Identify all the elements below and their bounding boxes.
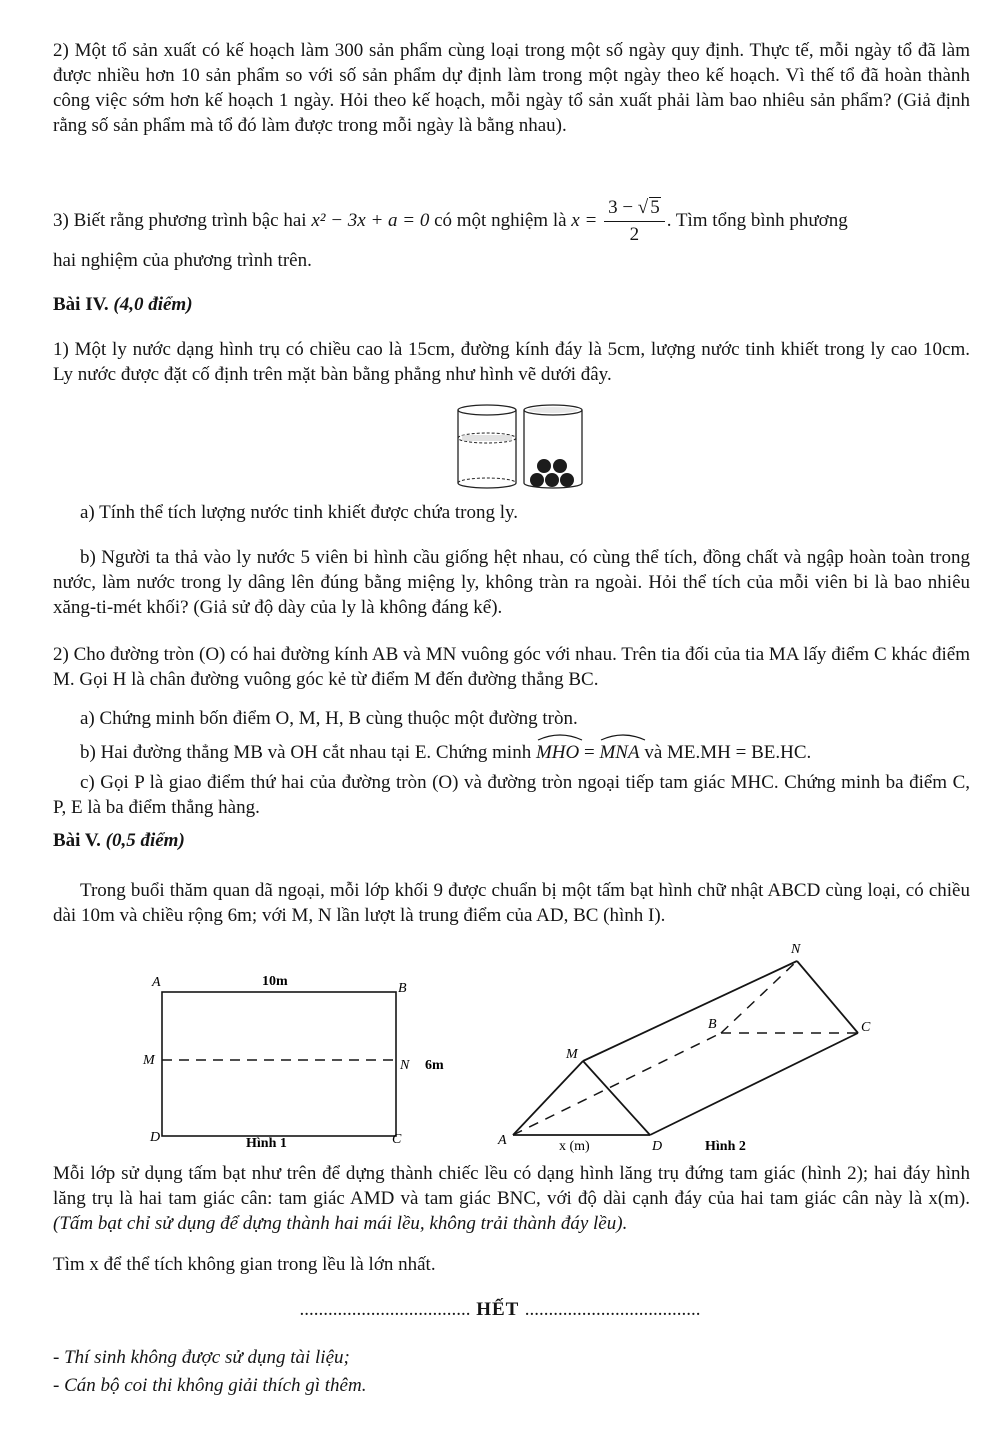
fig1-label-c: C (392, 1132, 402, 1147)
figure-2-tent (495, 935, 895, 1157)
problem-4-2: 2) Cho đường tròn (O) có hai đường kính AB và MN vuông góc với nhau. Trên tia đối của tia MA lấy điểm C khác điểm M. Gọi H là chân đường vuông góc kẻ từ điểm M đến đường thẳng BC. (53, 644, 970, 690)
fig2-label-x: x (m) (559, 1139, 590, 1154)
bai-iv-title: Bài IV. (53, 294, 109, 315)
fig1-width: 6m (425, 1058, 444, 1073)
problem-4-2a: a) Chứng minh bốn điểm O, M, H, B cùng thuộc một đường tròn. (80, 708, 578, 729)
problem-3-3-line1 (53, 195, 970, 245)
p42b-lead: b) Hai đường thẳng MB và OH cắt nhau tại E. Chứng minh (80, 742, 532, 763)
bai-v-heading (53, 828, 970, 853)
problem-3-3-line2: hai nghiệm của phương trình trên. (53, 250, 312, 271)
p52-italic: (Tấm bạt chỉ sử dụng để dựng thành hai mái lều, không trải thành đáy lều). (53, 1213, 628, 1234)
p3-frac-num: 3 − (608, 197, 634, 218)
tent-edge-md (583, 1061, 650, 1135)
fig2-label-m: M (566, 1047, 578, 1062)
p3-lead: 3) Biết rằng phương trình bậc hai (53, 209, 307, 231)
problem-4-1b: b) Người ta thả vào ly nước 5 viên bi hình cầu giống hệt nhau, có cùng thể tích, đồng chất và ngập hoàn toàn trong nước, làm nước trong ly dâng lên đúng bằng miệng ly, không tràn ra ngoài. Hỏi thể tích của mỗi viên bi là bao nhiêu xăng-ti-mét khối? (Giả sử độ dày của ly là không đáng kể). (53, 547, 970, 618)
angle-mna (599, 740, 639, 765)
fig1-label-m: M (143, 1053, 155, 1068)
bai-iv-points: (4,0 điểm) (113, 294, 193, 315)
p42b-eq: = (584, 742, 595, 763)
angle-mho (536, 740, 579, 765)
tent-hidden-bn (721, 961, 797, 1033)
fig1-label-a: A (152, 975, 161, 990)
bai-v-points: (0,5 điểm) (105, 830, 185, 851)
problem-4-1: 1) Một ly nước dạng hình trụ có chiều cao là 15cm, đường kính đáy là 5cm, lượng nước tinh khiết trong ly cao 10cm. Ly nước được đặt cố định trên mặt bàn bằng phẳng như hình vẽ dưới đây. (53, 339, 970, 385)
fig2-label-a: A (498, 1133, 507, 1148)
bai-v-title: Bài V. (53, 830, 101, 851)
tent-edge-dc (650, 1033, 858, 1135)
fig1-label-d: D (150, 1130, 161, 1145)
p42b-tail: và ME.MH = BE.HC. (644, 742, 812, 763)
tarp-rectangle (162, 992, 396, 1136)
glass-left (458, 405, 516, 488)
bai-iv-heading (53, 292, 970, 317)
fig2-label-b: B (708, 1017, 717, 1032)
p3-frac-den: 2 (629, 224, 640, 245)
p3-frac-root: 5 (650, 197, 660, 218)
marbles (530, 459, 574, 487)
tent-ridge-mn (583, 961, 797, 1061)
angle-mna-label: MNA (599, 742, 640, 763)
fig1-length: 10m (262, 974, 288, 989)
p3-after: . Tìm tổng bình phương (666, 209, 848, 231)
fig1-label-n: N (400, 1058, 410, 1073)
tent-edge-am (513, 1061, 583, 1135)
end-marker: .................................... HẾT ..................................... (299, 1299, 701, 1320)
problem-5-1: Trong buổi thăm quan dã ngoại, mỗi lớp khối 9 được chuẩn bị một tấm bạt hình chữ nhật ABCD cùng loại, có chiều dài 10m và chiều rộng 6m; với M, N lần lượt là trung điểm của AD, BC (hình I). (53, 880, 970, 926)
fig1-caption: Hình 1 (246, 1136, 287, 1151)
fig2-label-d: D (652, 1139, 663, 1154)
fig2-label-n: N (791, 942, 801, 957)
fig2-label-c: C (861, 1020, 871, 1035)
glass-figure (452, 400, 588, 494)
problem-4-1a: a) Tính thể tích lượng nước tinh khiết được chứa trong ly. (80, 502, 519, 523)
p52-plain: Mỗi lớp sử dụng tấm bạt như trên để dựng thành chiếc lều có dạng hình lăng trụ đứng tam giác (hình 2); hai đáy hình lăng trụ là hai tam giác cân: tam giác AMD và tam giác BNC, với độ dài cạnh đáy của hai tam giác cân này là x(m). (53, 1163, 970, 1209)
p3-x-eq: x = (571, 209, 598, 231)
fig1-label-b: B (398, 981, 407, 996)
p3-fraction: $\frac{3 - √ 5}{2}$ (604, 195, 665, 248)
p3-equation: x² − 3x + a = 0 (311, 209, 430, 231)
figure-1-rectangle (140, 965, 470, 1155)
glass-right (524, 405, 582, 488)
fig2-caption: Hình 2 (705, 1139, 746, 1154)
problem-5-2 (53, 1161, 970, 1236)
problem-4-2b (80, 740, 970, 765)
p3-mid: có một nghiệm là (434, 209, 567, 231)
tent-edge-nc (797, 961, 858, 1033)
end-marker-text: HẾT (476, 1299, 520, 1320)
note-2: - Cán bộ coi thi không giải thích gì thêm. (53, 1375, 367, 1396)
note-1: - Thí sinh không được sử dụng tài liệu; (53, 1347, 350, 1368)
tent-hidden-ab (513, 1033, 721, 1135)
angle-mho-label: MHO (535, 742, 580, 763)
problem-3-2: 2) Một tổ sản xuất có kế hoạch làm 300 sản phẩm cùng loại trong một số ngày quy định. Thực tế, mỗi ngày tổ đã làm được nhiều hơn 10 sản phẩm so với số sản phẩm dự định làm trong một ngày theo kế hoạch. Vì thế tổ đã hoàn thành công việc sớm hơn kế hoạch 1 ngày. Hỏi theo kế hoạch, mỗi ngày tổ sản xuất phải làm bao nhiêu sản phẩm? (Giả định rằng số sản phẩm mà tổ đó làm được trong mỗi ngày là bằng nhau). (53, 40, 970, 136)
problem-5-2-question: Tìm x để thể tích không gian trong lều là lớn nhất. (53, 1254, 436, 1275)
problem-4-2c: c) Gọi P là giao điểm thứ hai của đường tròn (O) và đường tròn ngoại tiếp tam giác MHC. Chứng minh ba điểm C, P, E là ba điểm thẳng hàng. (53, 772, 970, 818)
